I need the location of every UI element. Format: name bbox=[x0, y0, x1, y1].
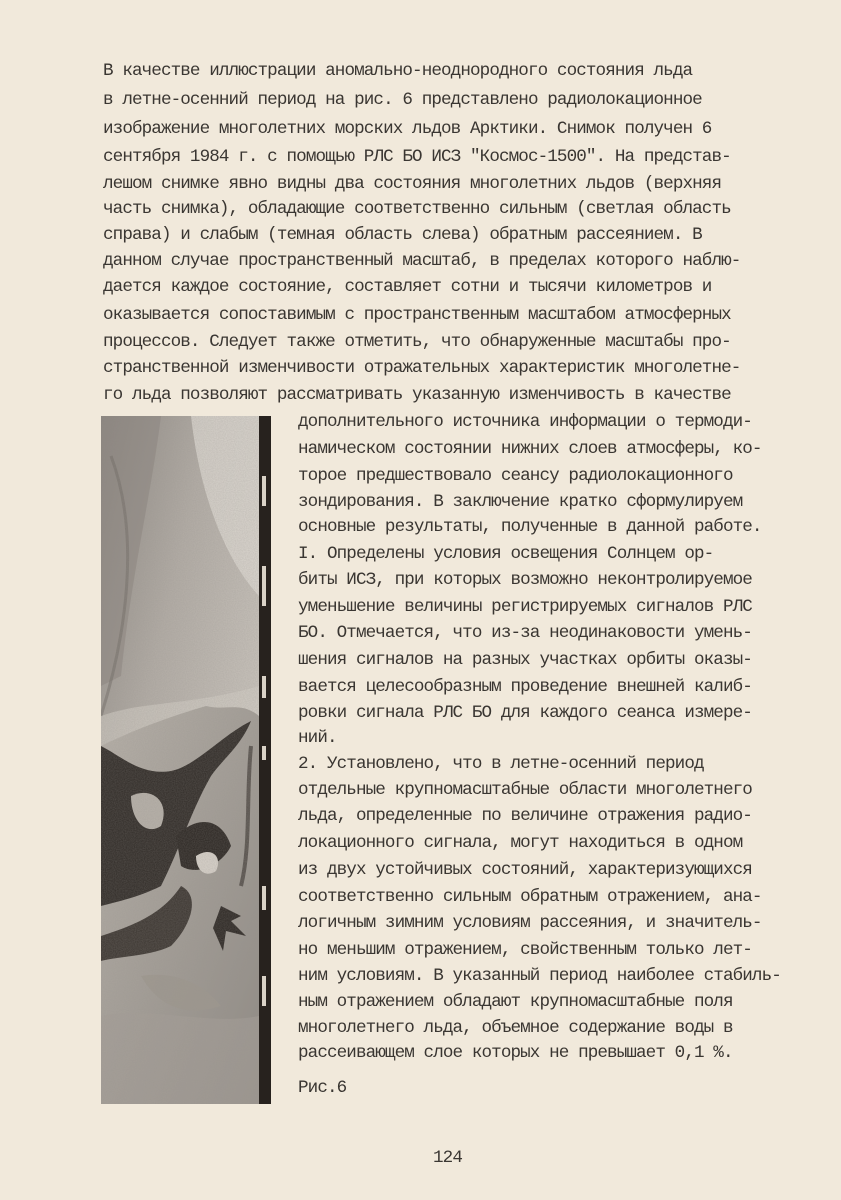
text-line: дается каждое состояние, составляет сотни и тысячи километров и bbox=[103, 277, 712, 297]
page-number: 124 bbox=[433, 1148, 462, 1168]
text-line: из двух устойчивых состояний, характеризующихся bbox=[298, 860, 752, 880]
text-line: В качестве иллюстрации аномально-неоднородного состояния льда bbox=[103, 61, 693, 81]
text-line: вается целесообразным проведение внешней калиб- bbox=[298, 677, 752, 697]
text-line: ний. bbox=[298, 728, 337, 748]
text-line: лешом снимке явно видны два состояния многолетних льдов (верхняя bbox=[103, 174, 722, 194]
text-line: зондирования. В заключение кратко сформулируем bbox=[298, 492, 743, 512]
text-line: многолетнего льда, объемное содержание воды в bbox=[298, 1018, 733, 1038]
text-line: дополнительного источника информации о термоди- bbox=[298, 412, 752, 432]
text-line: 2. Установлено, что в летне-осенний период bbox=[298, 754, 704, 774]
text-line: го льда позволяют рассматривать указанную изменчивость в качестве bbox=[103, 385, 731, 405]
text-line: отдельные крупномасштабные области многолетнего bbox=[298, 780, 752, 800]
text-line: процессов. Следует также отметить, что обнаруженные масштабы про- bbox=[103, 332, 731, 352]
text-line: основные результаты, полученные в данной работе. bbox=[298, 517, 762, 537]
text-line: справа) и слабым (темная область слева) обратным рассеянием. В bbox=[103, 225, 702, 245]
text-line: логичным зимним условиям рассеяния, и значитель- bbox=[298, 913, 762, 933]
text-line: ным отражением обладают крупномасштабные поля bbox=[298, 992, 733, 1012]
text-line: БО. Отмечается, что из-за неодинаковости умень- bbox=[298, 623, 752, 643]
text-line: данном случае пространственный масштаб, в пределах которого наблю- bbox=[103, 251, 741, 271]
text-line: шения сигналов на разных участках орбиты оказы- bbox=[298, 650, 752, 670]
figure-caption: Рис.6 bbox=[298, 1078, 347, 1098]
radar-image-figure bbox=[101, 416, 259, 1104]
text-line: изображение многолетних морских льдов Арктики. Снимок получен 6 bbox=[103, 119, 712, 139]
figure-film-edge bbox=[259, 416, 271, 1104]
text-line: ровки сигнала РЛС БО для каждого сеанса измере- bbox=[298, 703, 752, 723]
radar-image bbox=[101, 416, 259, 1104]
text-line: странственной изменчивости отражательных характеристик многолетне- bbox=[103, 358, 741, 378]
text-line: но меньшим отражением, свойственным только лет- bbox=[298, 940, 752, 960]
text-line: льда, определенные по величине отражения радио- bbox=[298, 806, 752, 826]
text-line: биты ИСЗ, при которых возможно неконтролируемое bbox=[298, 570, 752, 590]
text-line: сентября 1984 г. с помощью РЛС БО ИСЗ "Космос-1500". На представ- bbox=[103, 147, 731, 167]
text-line: уменьшение величины регистрируемых сигналов РЛС bbox=[298, 597, 752, 617]
text-line: ним условиям. В указанный период наиболее стабиль- bbox=[298, 966, 781, 986]
text-line: I. Определены условия освещения Солнцем ор- bbox=[298, 544, 714, 564]
text-line: рассеивающем слое которых не превышает 0,1 %. bbox=[298, 1043, 733, 1063]
text-line: локационного сигнала, могут находиться в одном bbox=[298, 833, 743, 853]
text-line: оказывается сопоставимым с пространственным масштабом атмосферных bbox=[103, 305, 731, 325]
text-line: часть снимка), обладающие соответственно сильным (светлая область bbox=[103, 199, 731, 219]
text-line: соответственно сильным обратным отражением, ана- bbox=[298, 887, 762, 907]
text-line: торое предшествовало сеансу радиолокационного bbox=[298, 466, 733, 486]
text-line: в летне-осенний период на рис. 6 представлено радиолокационное bbox=[103, 90, 702, 110]
text-line: намическом состоянии нижних слоев атмосферы, ко- bbox=[298, 439, 762, 459]
